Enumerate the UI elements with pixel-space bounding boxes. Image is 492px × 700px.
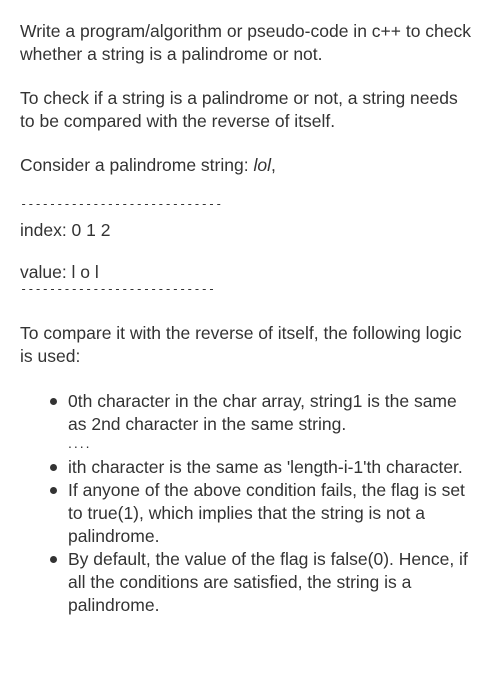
list-item: [68, 456, 472, 479]
rules-list: [20, 390, 472, 436]
list-item-text: By default, the value of the flag is false(0). Hence, if all the conditions are satisfied, the string is a palindrome.: [68, 549, 468, 615]
separator-bottom: ---------------------------: [20, 282, 216, 296]
list-item-text: ith character is the same as 'length-i-1'th character.: [68, 457, 463, 477]
compare-intro-text: To compare it with the reverse of itself, the following logic is used:: [20, 323, 462, 366]
consider-suffix: ,: [270, 155, 276, 175]
list-item-text: 0th character in the char array, string1 is the same as 2nd character in the same string.: [68, 391, 457, 434]
list-item: [68, 479, 472, 548]
intro-text: To check if a string is a palindrome or not, a string needs to be compared with the reverse of itself.: [20, 88, 458, 131]
rules-list-continued: [20, 456, 472, 617]
list-item-text: If anyone of the above condition fails, the flag is set to true(1), which implies that the string is not a palindrome.: [68, 480, 465, 546]
bullet-icon: [50, 464, 57, 471]
list-item: [68, 548, 472, 617]
separator-top: ----------------------------: [20, 197, 223, 211]
consider-text: [20, 154, 472, 177]
consider-example: lol: [253, 155, 271, 175]
bullet-icon: [50, 398, 57, 405]
list-item: [68, 390, 472, 436]
bullet-icon: [50, 556, 57, 563]
value-line: value: l o l: [20, 262, 99, 282]
bullet-icon: [50, 487, 57, 494]
question-text: Write a program/algorithm or pseudo-code in c++ to check whether a string is a palindrome or not.: [20, 21, 472, 64]
consider-prefix: Consider a palindrome string:: [20, 155, 254, 175]
ellipsis: ....: [68, 435, 92, 451]
index-line: index: 0 1 2: [20, 220, 111, 240]
